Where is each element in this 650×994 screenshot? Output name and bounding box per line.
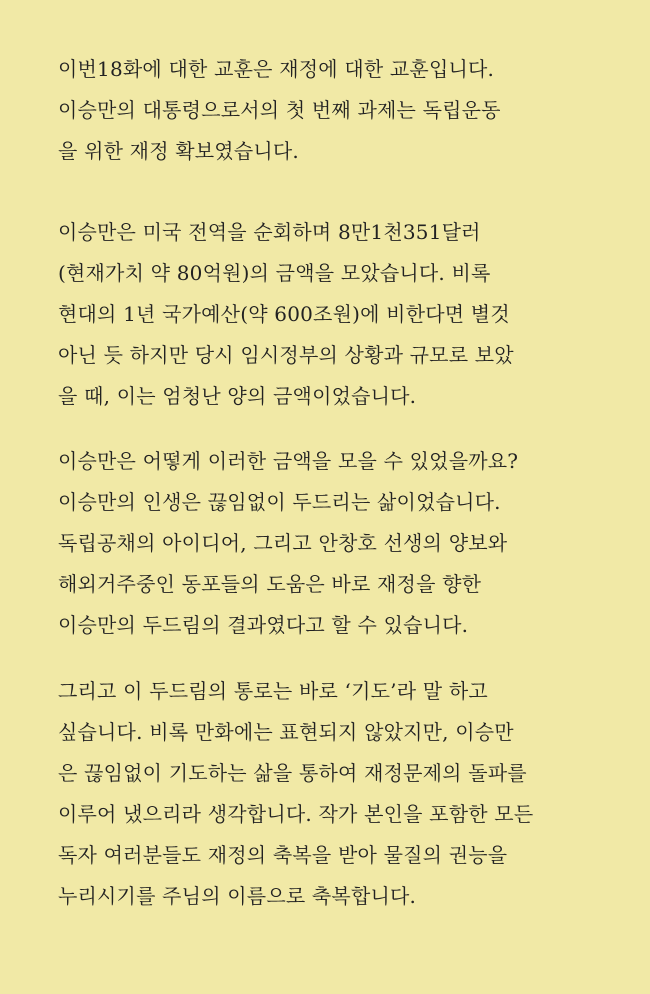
text-line: (현재가치 약 80억원)의 금액을 모았습니다. 비록 [58, 261, 491, 285]
text-line: 그리고 이 두드림의 통로는 바로 ‘기도’라 말 하고 [58, 679, 488, 703]
text-line: 독자 여러분들도 재정의 축복을 받아 물질의 권능을 [58, 843, 508, 867]
text-line: 을 때, 이는 엄청난 양의 금액이었습니다. [58, 384, 417, 408]
paragraph-fundraising [58, 212, 638, 417]
text-line: 해외거주중인 동포들의 도움은 바로 재정을 향한 [58, 572, 482, 596]
text-line: 독립공채의 아이디어, 그리고 안창호 선생의 양보와 [58, 531, 508, 555]
text-line: 이번18화에 대한 교훈은 재정에 대한 교훈입니다. [58, 57, 495, 81]
paragraph-intro [58, 49, 638, 172]
text-line: 이승만은 미국 전역을 순회하며 8만1천351달러 [58, 220, 481, 244]
paragraph-knocking [58, 441, 638, 646]
text-line: 은 끊임없이 기도하는 삶을 통하여 재정문제의 돌파를 [58, 761, 527, 785]
text-line: 누리시기를 주님의 이름으로 축복합니다. [58, 884, 417, 908]
text-line: 을 위한 재정 확보였습니다. [58, 139, 299, 163]
text-line: 이승만의 대통령으로서의 첫 번째 과제는 독립운동 [58, 98, 501, 122]
text-line: 이승만의 인생은 끊임없이 두드리는 삶이었습니다. [58, 490, 501, 514]
paragraph-prayer-blessing [58, 671, 638, 917]
text-line: 아닌 듯 하지만 당시 임시정부의 상황과 규모로 보았 [58, 343, 514, 367]
text-line: 싶습니다. 비록 만화에는 표현되지 않았지만, 이승만 [58, 720, 514, 744]
text-line: 현대의 1년 국가예산(약 600조원)에 비한다면 별것 [58, 302, 510, 326]
text-line: 이루어 냈으리라 생각합니다. 작가 본인을 포함한 모든 [58, 802, 534, 826]
text-line: 이승만은 어떻게 이러한 금액을 모을 수 있었을까요? [58, 449, 519, 473]
text-line: 이승만의 두드림의 결과였다고 할 수 있습니다. [58, 613, 469, 637]
